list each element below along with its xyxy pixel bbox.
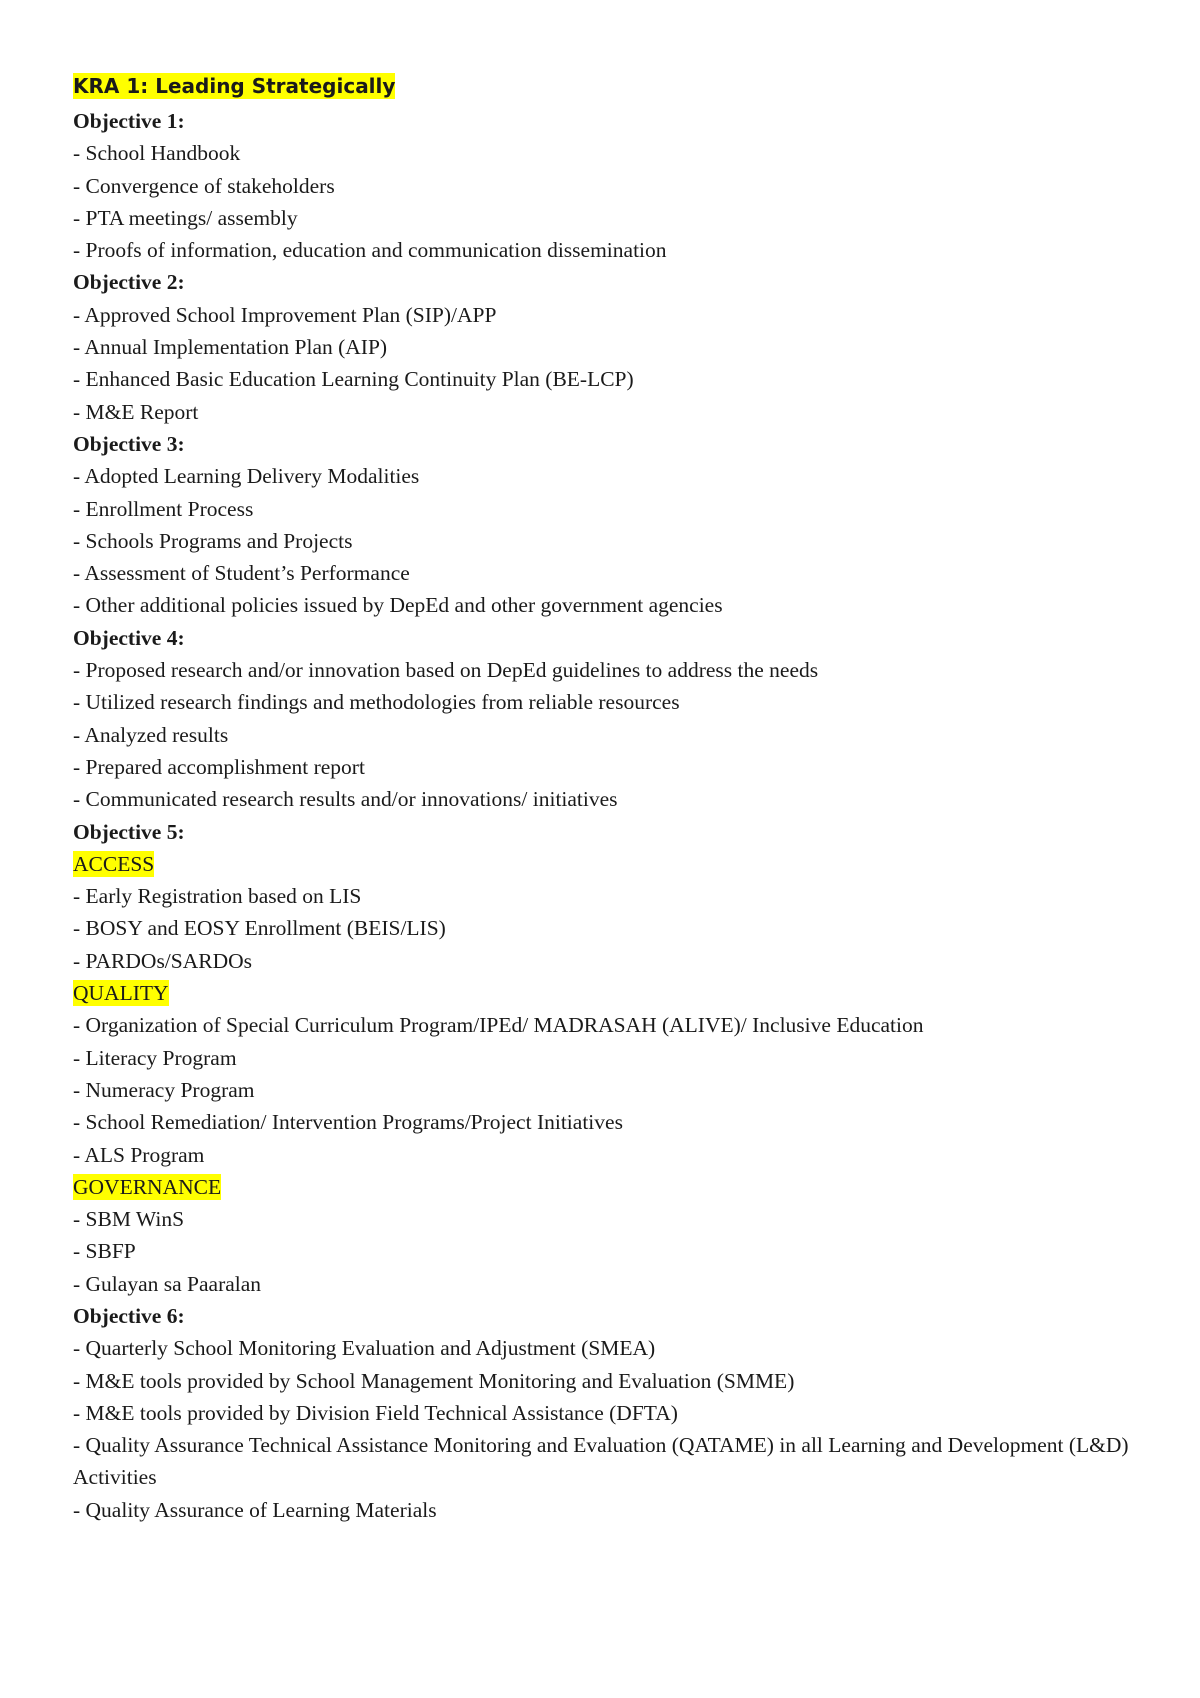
objective-2-heading: Objective 2:: [73, 270, 185, 295]
list-item: - Proposed research and/or innovation based on DepEd guidelines to address the needs: [73, 658, 819, 683]
list-item: - School Remediation/ Intervention Programs/Project Initiatives: [73, 1110, 623, 1135]
list-item: - Quarterly School Monitoring Evaluation and Adjustment (SMEA): [73, 1336, 656, 1361]
access-section-label: ACCESS: [73, 851, 155, 876]
list-item: - SBFP: [73, 1239, 136, 1264]
list-item: - Literacy Program: [73, 1045, 237, 1070]
list-item: - Numeracy Program: [73, 1077, 255, 1102]
list-item: - Prepared accomplishment report: [73, 754, 365, 779]
quality-section-label: QUALITY: [73, 981, 169, 1006]
list-item: - Other additional policies issued by DepEd and other government agencies: [73, 593, 723, 618]
list-item: - Enrollment Process: [73, 496, 254, 521]
list-item: - PARDOs/SARDOs: [73, 948, 253, 973]
document-page: [73, 70, 1153, 1526]
list-item: - SBM WinS: [73, 1207, 185, 1232]
list-item: - Gulayan sa Paaralan: [73, 1271, 262, 1296]
list-item: - Analyzed results: [73, 722, 229, 747]
list-item: - Adopted Learning Delivery Modalities: [73, 464, 420, 489]
list-item: - Assessment of Student’s Performance: [73, 561, 410, 586]
list-item: - M&E tools provided by School Management Monitoring and Evaluation (SMME): [73, 1368, 795, 1393]
objective-4-heading: Objective 4:: [73, 625, 185, 650]
list-item: - BOSY and EOSY Enrollment (BEIS/LIS): [73, 916, 446, 941]
objective-6-heading: Objective 6:: [73, 1303, 185, 1328]
list-item: - Enhanced Basic Education Learning Continuity Plan (BE-LCP): [73, 367, 634, 392]
list-item: - Utilized research findings and methodologies from reliable resources: [73, 690, 680, 715]
list-item: - Early Registration based on LIS: [73, 884, 362, 909]
list-item: - Proofs of information, education and communication dissemination: [73, 238, 667, 263]
list-item: - Annual Implementation Plan (AIP): [73, 335, 388, 360]
objective-5-heading: Objective 5:: [73, 819, 185, 844]
list-item: - School Handbook: [73, 141, 241, 166]
list-item: - Convergence of stakeholders: [73, 173, 335, 198]
list-item: - M&E Report: [73, 399, 199, 424]
list-item: - Communicated research results and/or innovations/ initiatives: [73, 787, 618, 812]
list-item: - Quality Assurance Technical Assistance Monitoring and Evaluation (QATAME) in all Learning and Development (L&D) Activities: [73, 1433, 1129, 1490]
list-item: - Quality Assurance of Learning Materials: [73, 1497, 437, 1522]
list-item: - Organization of Special Curriculum Program/IPEd/ MADRASAH (ALIVE)/ Inclusive Education: [73, 1013, 924, 1038]
list-item: - ALS Program: [73, 1142, 205, 1167]
list-item: - PTA meetings/ assembly: [73, 205, 298, 230]
governance-section-label: GOVERNANCE: [73, 1174, 222, 1199]
list-item: - Approved School Improvement Plan (SIP)/APP: [73, 302, 497, 327]
objective-1-heading: Objective 1:: [73, 109, 185, 133]
list-item: - M&E tools provided by Division Field Technical Assistance (DFTA): [73, 1400, 678, 1425]
objective-3-heading: Objective 3:: [73, 431, 185, 456]
list-item: - Schools Programs and Projects: [73, 528, 353, 553]
document-title: KRA 1: Leading Strategically: [73, 74, 396, 98]
